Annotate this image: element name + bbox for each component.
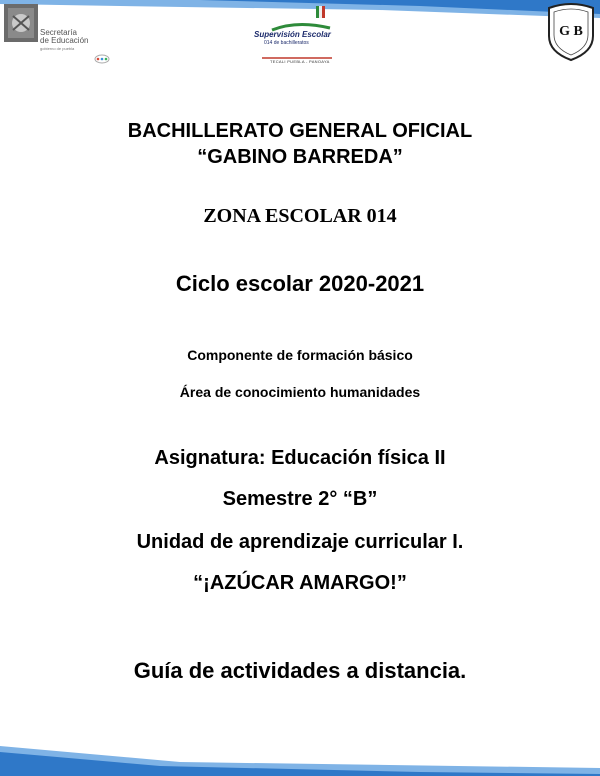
gb-shield-text: G B: [559, 24, 583, 39]
sep-logo: [2, 2, 114, 70]
training-component: Componente de formación básico: [187, 347, 413, 363]
bottom-banner: [0, 716, 600, 776]
knowledge-area: Área de conocimiento humanidades: [179, 384, 421, 400]
semester: Semestre 2° “B”: [222, 488, 378, 510]
puebla-mark-icon: [94, 54, 110, 64]
supervision-title: Supervisión Escolar: [254, 30, 331, 39]
sep-logo-line1: Secretaría: [40, 28, 77, 37]
school-name-line2: “GABINO BARREDA”: [197, 146, 403, 168]
school-zone: ZONA ESCOLAR 014: [203, 205, 397, 227]
school-year: Ciclo escolar 2020-2021: [175, 271, 425, 296]
sep-logo-line2: de Educación: [40, 36, 89, 45]
unit-title: “¡AZÚCAR AMARGO!”: [193, 572, 407, 594]
sep-emblem-icon: [4, 4, 38, 42]
school-name-line1: BACHILLERATO GENERAL OFICIAL: [127, 120, 473, 142]
subject: Asignatura: Educación física II: [154, 447, 446, 469]
guide-title: Guía de actividades a distancia.: [133, 658, 467, 683]
supervision-footer: TECALI PUEBLA - PANOAYA: [270, 59, 330, 64]
gb-shield-icon: [543, 2, 599, 62]
sep-logo-sub: gobierno de puebla: [40, 46, 75, 51]
curricular-unit: Unidad de aprendizaje curricular I.: [136, 531, 464, 553]
supervision-subtitle: 014 de bachilleratos: [264, 40, 309, 46]
